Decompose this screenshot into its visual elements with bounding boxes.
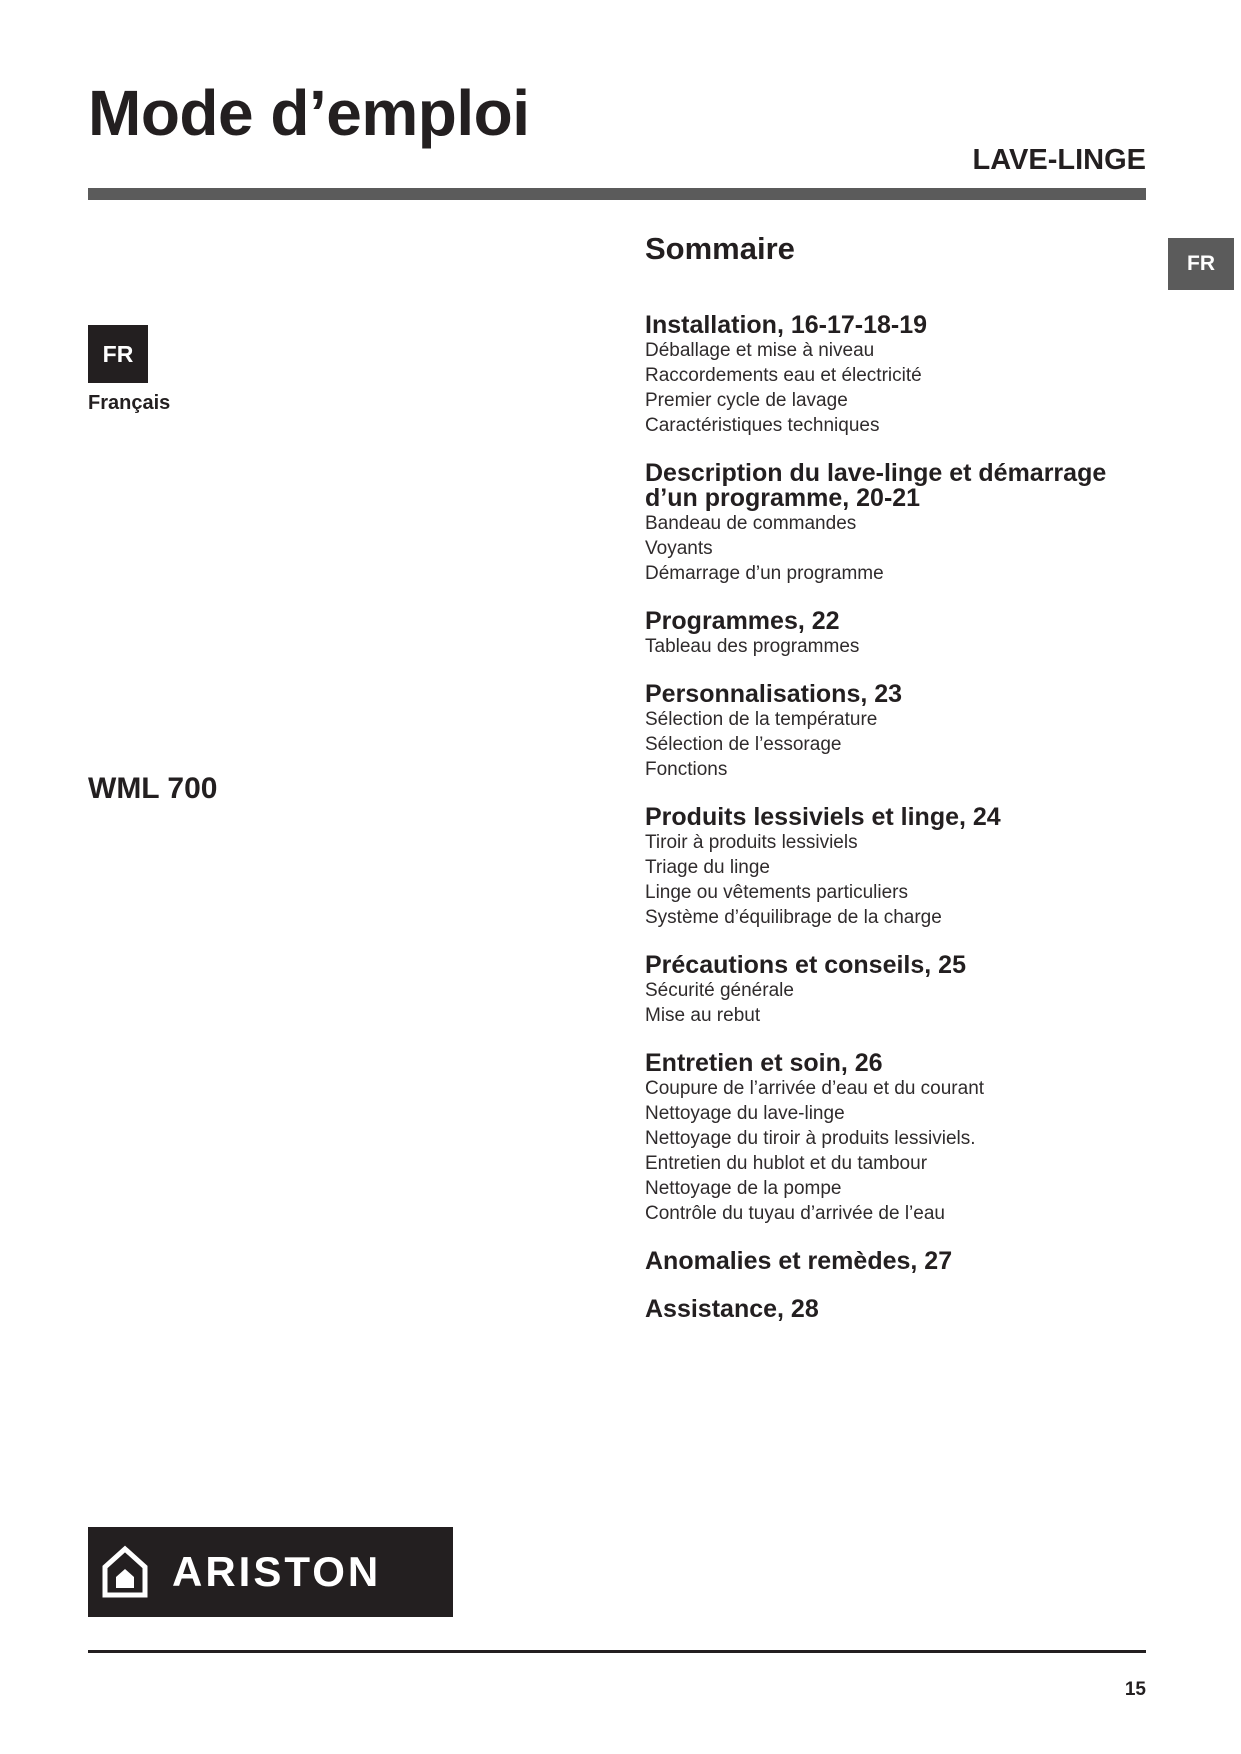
toc-section (645, 953, 1150, 1028)
toc-item: Mise au rebut (645, 1005, 761, 1027)
toc-section (645, 682, 1150, 782)
toc-section-title: Anomalies et remèdes, 27 (645, 1247, 953, 1276)
toc-section (645, 805, 1150, 930)
page-title: Mode d’emploi (88, 76, 530, 149)
toc-section (645, 461, 1150, 586)
toc-section-title: Description du lave-linge et démarrage d’un programme, 20-21 (645, 459, 1107, 513)
toc-section-title: Entretien et soin, 26 (645, 1049, 883, 1078)
toc-item-list (645, 978, 1150, 1028)
language-side-tab: FR (1168, 238, 1234, 290)
brand-name: ARISTON (172, 1548, 382, 1595)
toc-item: Raccordements eau et électricité (645, 365, 922, 387)
toc-section-title: Programmes, 22 (645, 607, 840, 636)
table-of-contents (645, 232, 1150, 1345)
toc-item-list (645, 338, 1150, 438)
toc-item: Sélection de l’essorage (645, 734, 842, 756)
toc-item-list (645, 707, 1150, 782)
toc-item: Entretien du hublot et du tambour (645, 1153, 928, 1175)
page-number: 15 (1124, 1679, 1146, 1700)
toc-item: Système d’équilibrage de la charge (645, 907, 942, 929)
toc-item: Voyants (645, 538, 713, 560)
toc-sections (645, 313, 1150, 1322)
house-icon (102, 1545, 148, 1599)
toc-item: Nettoyage de la pompe (645, 1178, 842, 1200)
toc-item: Déballage et mise à niveau (645, 340, 875, 362)
toc-item-list (645, 830, 1150, 930)
toc-heading: Sommaire (645, 231, 795, 266)
toc-section (645, 609, 1150, 659)
toc-section-title: Produits lessiviels et linge, 24 (645, 803, 1001, 832)
toc-item: Tiroir à produits lessiviels (645, 832, 858, 854)
toc-item: Caractéristiques techniques (645, 415, 880, 437)
toc-item: Nettoyage du tiroir à produits lessiviels. (645, 1128, 976, 1150)
toc-item: Tableau des programmes (645, 636, 860, 658)
toc-section-title: Précautions et conseils, 25 (645, 951, 966, 980)
toc-section-title: Installation, 16-17-18-19 (645, 311, 928, 340)
toc-item: Nettoyage du lave-linge (645, 1103, 845, 1125)
ariston-logo (88, 1527, 453, 1617)
toc-item: Démarrage d’un programme (645, 563, 884, 585)
toc-item: Sécurité générale (645, 980, 794, 1002)
product-category: LAVE-LINGE (972, 144, 1146, 176)
language-name: Français (88, 392, 171, 414)
toc-item: Bandeau de commandes (645, 513, 857, 535)
toc-item-list (645, 634, 1150, 659)
language-badge: FR (88, 325, 148, 383)
toc-section (645, 313, 1150, 438)
toc-section-title: Personnalisations, 23 (645, 680, 903, 709)
model-number: WML 700 (88, 772, 218, 805)
toc-item: Sélection de la température (645, 709, 878, 731)
toc-section (645, 1249, 1150, 1274)
toc-item: Linge ou vêtements particuliers (645, 882, 908, 904)
toc-item-list (645, 1076, 1150, 1226)
footer-divider (88, 1650, 1146, 1653)
toc-item: Fonctions (645, 759, 728, 781)
toc-section-title: Assistance, 28 (645, 1295, 819, 1324)
toc-item: Coupure de l’arrivée d’eau et du courant (645, 1078, 985, 1100)
toc-item: Triage du linge (645, 857, 770, 879)
toc-section (645, 1051, 1150, 1226)
toc-item: Contrôle du tuyau d’arrivée de l’eau (645, 1203, 945, 1225)
toc-item-list (645, 511, 1150, 586)
toc-section (645, 1297, 1150, 1322)
header-divider (88, 188, 1146, 200)
toc-item: Premier cycle de lavage (645, 390, 848, 412)
